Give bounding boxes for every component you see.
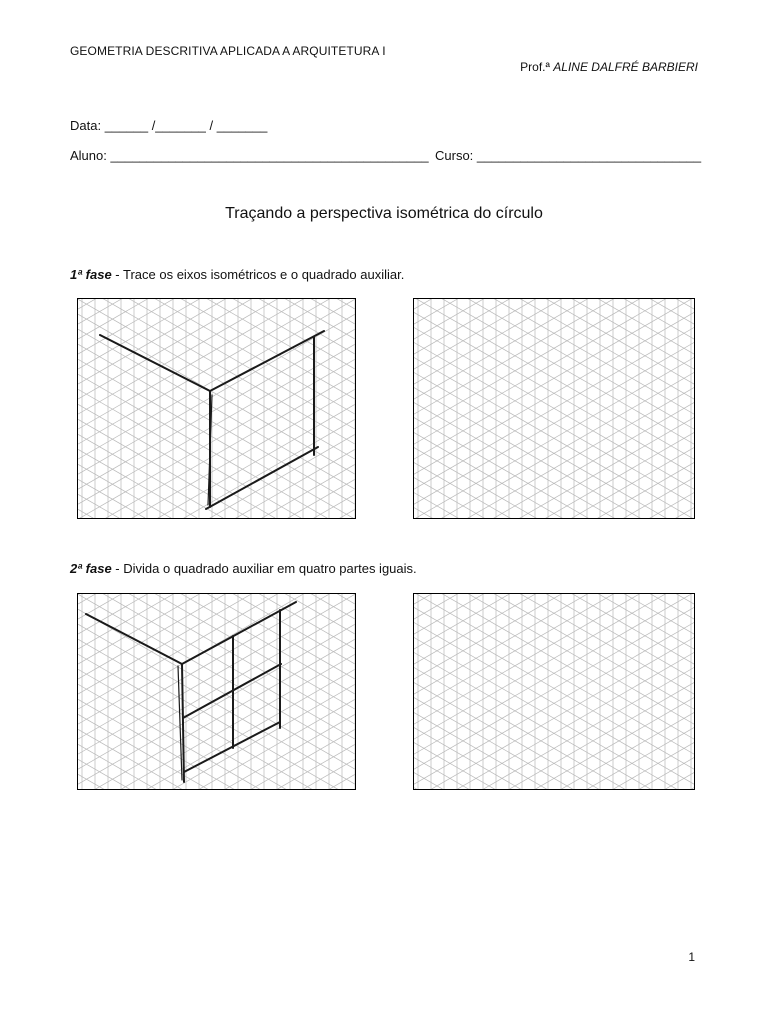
phase-1-sketch — [78, 299, 355, 518]
phase-2-text: - Divida o quadrado auxiliar em quatro partes iguais. — [111, 561, 417, 576]
student-label: Aluno: — [70, 148, 107, 163]
course-label: Curso: — [435, 148, 474, 163]
example-grid-phase-1 — [77, 298, 356, 519]
phase-1-label: 1ª fase — [70, 267, 112, 282]
phase-2-sketch — [78, 594, 355, 789]
course-title: GEOMETRIA DESCRITIVA APLICADA A ARQUITETURA I — [70, 44, 386, 58]
phase-2-label: 2ª fase — [70, 561, 112, 576]
student-field[interactable] — [70, 148, 429, 163]
example-grid-phase-2 — [77, 593, 356, 790]
isometric-grid — [414, 594, 694, 789]
professor-line — [520, 60, 698, 74]
course-blank: _______________________________ — [476, 148, 702, 163]
student-blank: ____________________________________________ — [110, 148, 429, 163]
professor-prefix: Prof.ª — [520, 60, 550, 74]
phase-1-instruction — [70, 267, 404, 282]
phase-2-instruction — [70, 561, 417, 576]
date-blank: ______ /_______ / _______ — [104, 118, 268, 133]
page-number: 1 — [688, 950, 695, 964]
phase-1-text: - Trace os eixos isométricos e o quadrado auxiliar. — [111, 267, 405, 282]
date-field[interactable] — [70, 118, 267, 133]
professor-name: ALINE DALFRÉ BARBIERI — [553, 60, 698, 74]
practice-grid-phase-2[interactable] — [413, 593, 695, 790]
date-label: Data: — [70, 118, 102, 133]
course-field[interactable] — [435, 148, 701, 163]
isometric-grid — [414, 299, 694, 518]
page-title: Traçando a perspectiva isométrica do círculo — [225, 205, 543, 222]
practice-grid-phase-1[interactable] — [413, 298, 695, 519]
